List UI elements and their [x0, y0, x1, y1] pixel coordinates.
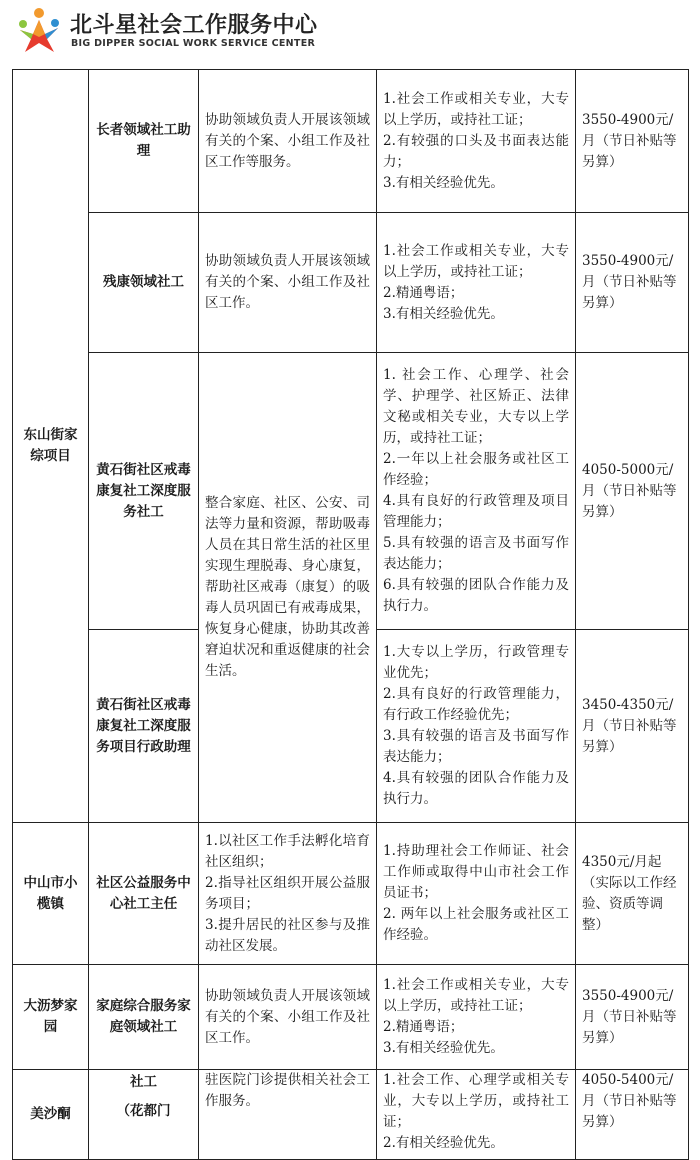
position-line: 社工 — [130, 1074, 157, 1090]
table-row — [13, 70, 689, 213]
requirements-cell — [377, 70, 576, 213]
duty-item: 1.以社区工作手法孵化培育社区组织； — [205, 832, 370, 870]
job-table — [12, 69, 689, 1160]
requirement-item: 1.大专以上学历，行政管理专业优先； — [383, 644, 569, 681]
requirement-item: 2.有较强的口头及书面表达能力； — [383, 132, 569, 170]
duty-cell: 协助领域负责人开展该领域有关的个案、小组工作及社区工作。 — [199, 965, 377, 1070]
salary-cell: 3450-4350元/月（节日补贴等另算） — [576, 630, 689, 823]
requirement-item: 2.精通粤语； — [383, 284, 464, 301]
table-row — [13, 823, 689, 965]
position-cell: 黄石街社区戒毒康复社工深度服务社工 — [89, 353, 199, 630]
requirements-cell — [377, 213, 576, 353]
table-row — [13, 1070, 689, 1160]
requirements-cell — [377, 823, 576, 965]
requirement-item: 2.有相关经验优先。 — [383, 1135, 504, 1151]
requirement-item: 3.有相关经验优先。 — [383, 1040, 504, 1056]
position-cell — [89, 1070, 199, 1160]
area-cell: 美沙酮 — [13, 1070, 89, 1160]
salary-cell: 3550-4900元/月（节日补贴等另算） — [576, 213, 689, 353]
salary-cell: 3550-4900元/月（节日补贴等另算） — [576, 965, 689, 1070]
duty-item: 2.指导社区组织开展公益服务项目； — [205, 874, 370, 912]
duty-cell: 整合家庭、社区、公安、司法等力量和资源，帮助吸毒人员在其日常生活的社区里实现生理脱毒、身心康复，帮助社区戒毒（康复）的吸毒人员巩固已有戒毒成果，恢复身心健康，协助其改善窘迫状况和重返健康的社会生活。 — [199, 353, 377, 823]
requirement-item: 2.精通粤语； — [383, 1019, 464, 1035]
position-cell: 残康领域社工 — [89, 213, 199, 353]
requirements-cell — [377, 965, 576, 1070]
requirement-item: 1.社会工作、心理学或相关专业，大专以上学历，或持社工证； — [383, 1072, 569, 1130]
requirement-item: 3.具有较强的语言及书面写作表达能力； — [383, 728, 569, 765]
requirements-cell — [377, 1070, 576, 1160]
duty-cell: 驻医院门诊提供相关社会工作服务。 — [199, 1070, 377, 1160]
star-people-logo-icon — [14, 4, 64, 54]
area-cell: 东山街家综项目 — [13, 70, 89, 823]
duty-item: 3.提升居民的社区参与及推动社区发展。 — [205, 916, 370, 954]
requirement-item: 1.社会工作或相关专业，大专以上学历，或持社工证； — [383, 242, 569, 280]
requirement-item: 1.持助理社会工作师证、社会工作师或取得中山市社会工作员证书； — [383, 843, 569, 901]
requirement-item: 3.有相关经验优先。 — [383, 174, 504, 191]
requirement-item: 1.社会工作或相关专业，大专以上学历，或持社工证； — [383, 90, 569, 128]
requirement-item: 2. 两年以上社会服务或社区工作经验。 — [383, 906, 569, 943]
salary-cell: 3550-4900元/月（节日补贴等另算） — [576, 70, 689, 213]
requirement-item: 4.具有较强的团队合作能力及执行力。 — [383, 770, 569, 807]
table-row — [13, 213, 689, 353]
salary-cell: 4050-5400元/月（节日补贴等另算） — [576, 1070, 689, 1160]
requirements-cell — [377, 353, 576, 630]
area-cell: 大沥梦家园 — [13, 965, 89, 1070]
org-name-en: BIG DIPPER SOCIAL WORK SERVICE CENTER — [71, 38, 316, 49]
duty-cell — [199, 823, 377, 965]
requirement-item: 1.社会工作或相关专业，大专以上学历，或持社工证； — [383, 977, 569, 1014]
position-cell: 家庭综合服务家庭领域社工 — [89, 965, 199, 1070]
requirement-item: 2.具有良好的行政管理能力，有行政工作经验优先； — [383, 686, 569, 723]
org-name-cn: 北斗星社会工作服务中心 — [70, 13, 318, 38]
position-cell: 黄石街社区戒毒康复社工深度服务项目行政助理 — [89, 630, 199, 823]
salary-cell: 4050-5000元/月（节日补贴等另算） — [576, 353, 689, 630]
requirements-cell — [377, 630, 576, 823]
page-header — [0, 0, 700, 60]
position-line: （花都门 — [116, 1103, 171, 1119]
salary-cell: 4350元/月起（实际以工作经验、资质等调整） — [576, 823, 689, 965]
duty-cell: 协助领域负责人开展该领域有关的个案、小组工作及社区工作等服务。 — [199, 70, 377, 213]
requirement-item: 5.具有较强的语言及书面写作表达能力； — [383, 535, 569, 572]
requirement-item: 3.有相关经验优先。 — [383, 305, 504, 322]
position-cell: 长者领域社工助理 — [89, 70, 199, 213]
duty-cell: 协助领域负责人开展该领域有关的个案、小组工作及社区工作。 — [199, 213, 377, 353]
requirement-item: 1. 社会工作、心理学、社会学、护理学、社区矫正、法律文秘或相关专业，大专以上学历，或持社工证； — [383, 367, 569, 446]
table-row — [13, 965, 689, 1070]
position-cell: 社区公益服务中心社工主任 — [89, 823, 199, 965]
area-cell: 中山市小榄镇 — [13, 823, 89, 965]
requirement-item: 4.具有良好的行政管理及项目管理能力； — [383, 493, 569, 530]
requirement-item: 6.具有较强的团队合作能力及执行力。 — [383, 577, 569, 614]
table-row — [13, 353, 689, 630]
requirement-item: 2.一年以上社会服务或社区工作经验； — [383, 451, 569, 488]
